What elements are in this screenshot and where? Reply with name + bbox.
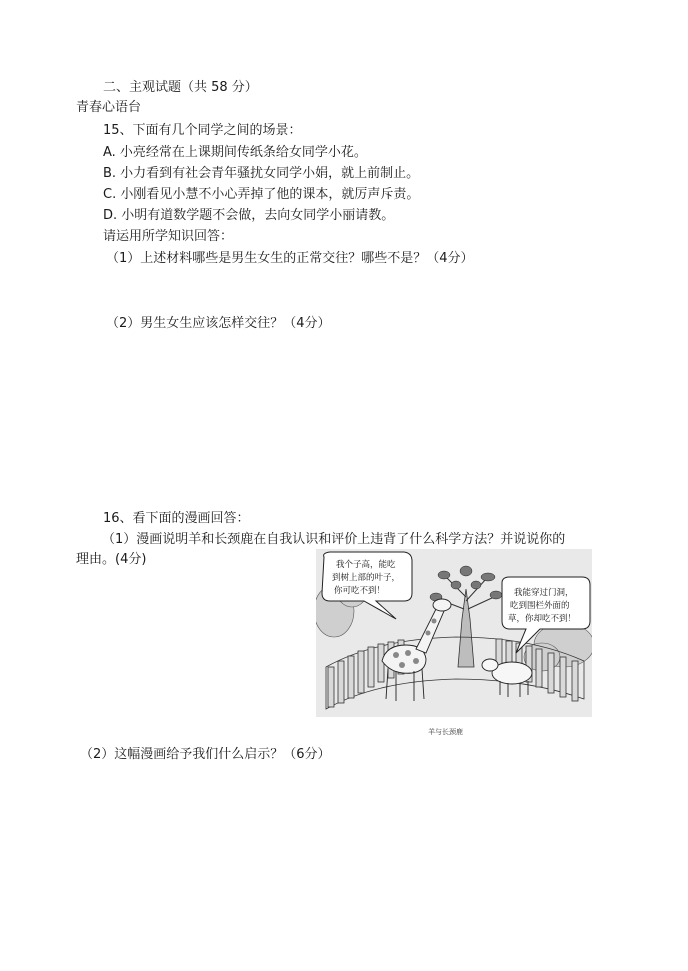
sheep-giraffe-cartoon bbox=[316, 549, 592, 717]
q15-option-a: A. 小亮经常在上课期间传纸条给女同学小花。 bbox=[103, 145, 367, 160]
cartoon-caption: 羊与长颈鹿 bbox=[428, 728, 463, 736]
section-header: 二、主观试题（共 58 分） bbox=[103, 80, 258, 95]
giraffe-bubble-line-3: 你可吃不到！ bbox=[334, 586, 386, 596]
q15-sub2: （2）男生女生应该怎样交往？（4分） bbox=[106, 316, 331, 331]
q16-sub1-line1: （1）漫画说明羊和长颈鹿在自我认识和评价上违背了什么科学方法？并说说你的 bbox=[102, 532, 566, 547]
q15-option-d: D. 小明有道数学题不会做，去向女同学小丽请教。 bbox=[103, 208, 395, 223]
q16-sub1-line2: 理由。(4分) bbox=[76, 552, 147, 567]
sheep-bubble-line-2: 吃到围栏外面的 bbox=[510, 601, 570, 611]
q15-option-c: C. 小刚看见小慧不小心弄掉了他的课本，就厉声斥责。 bbox=[103, 187, 420, 202]
section-name: 青春心语台 bbox=[76, 100, 142, 115]
q16-sub2: （2）这幅漫画给予我们什么启示？（6分） bbox=[80, 747, 331, 762]
q15-option-b: B. 小力看到有社会青年骚扰女同学小娟，就上前制止。 bbox=[103, 166, 420, 181]
q16-title: 16、看下面的漫画回答： bbox=[103, 511, 250, 526]
sheep-bubble-line-3: 草，你却吃不到！ bbox=[508, 614, 577, 624]
q15-sub1: （1）上述材料哪些是男生女生的正常交往？哪些不是？（4分） bbox=[106, 251, 474, 266]
giraffe-bubble-line-2: 到树上部的叶子， bbox=[332, 573, 401, 583]
q15-title: 15、下面有几个同学之间的场景： bbox=[103, 123, 302, 138]
sheep-bubble-line-1: 我能穿过门洞， bbox=[514, 588, 574, 598]
q15-instruction: 请运用所学知识回答： bbox=[103, 229, 234, 244]
giraffe-bubble-line-1: 我个子高，能吃 bbox=[336, 560, 396, 570]
